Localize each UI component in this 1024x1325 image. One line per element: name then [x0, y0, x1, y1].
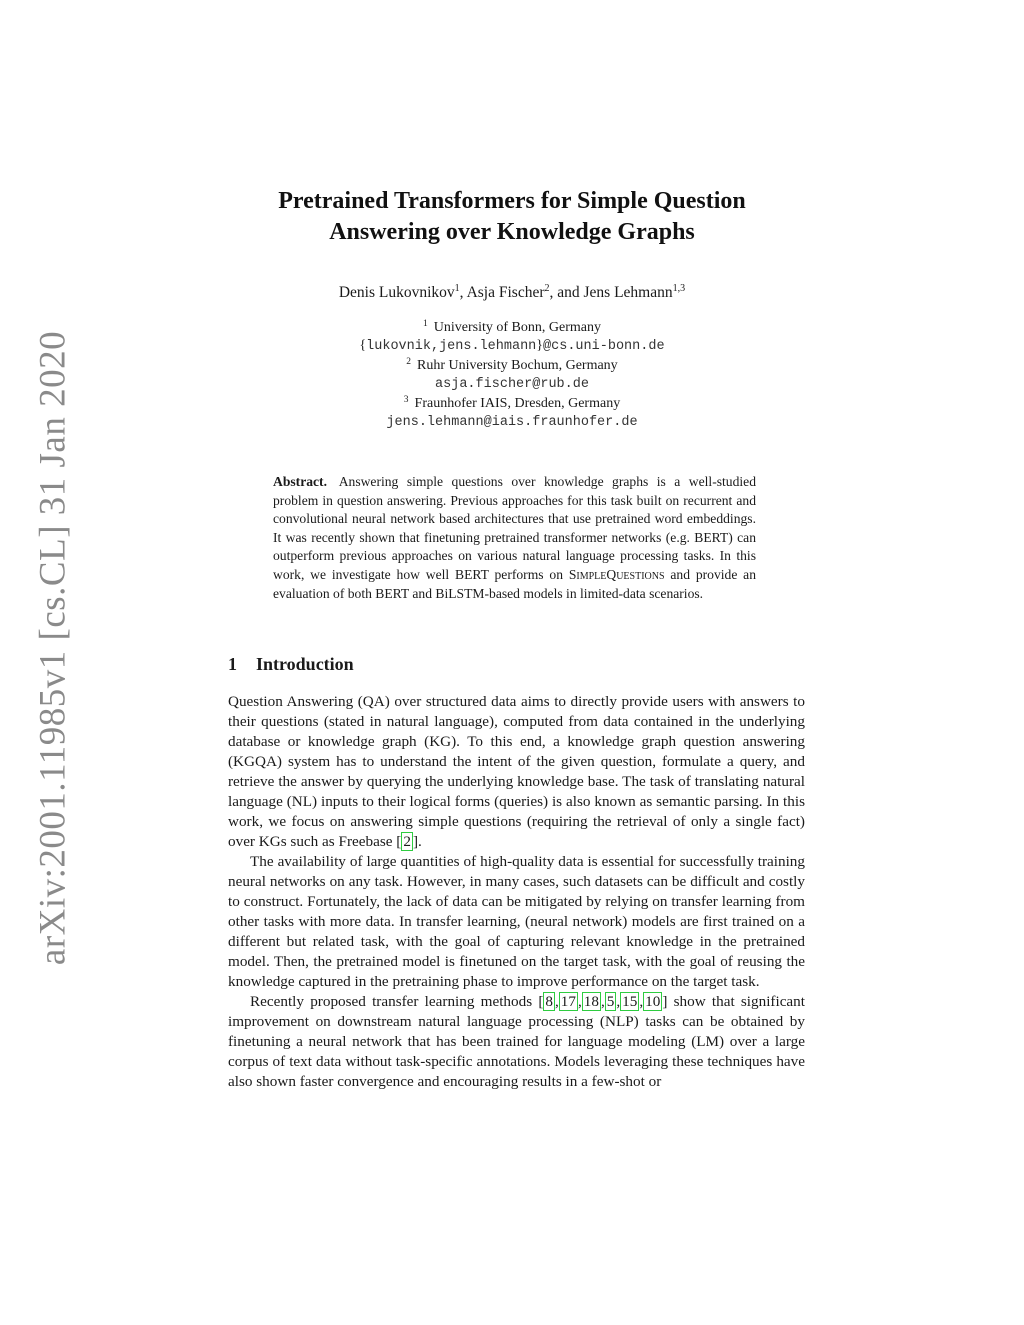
email-line	[0, 375, 1024, 394]
affiliation-line	[0, 357, 1024, 375]
email-line	[0, 337, 1024, 356]
section-title: Introduction	[256, 654, 354, 674]
citation-link[interactable]: 2	[403, 833, 411, 850]
author-affil-marker: 1,3	[672, 283, 686, 294]
paragraph: The availability of large quantities of high-quality data is essential for successfully training neural networks on any task. However, in many cases, such datasets can be difficult and costly to construct. Fortunately, the lack of data can be mitigated by relying on transfer learning from other tasks with more data. In transfer learning, (neural network) models are first trained on a different but related task, with the goal of capturing relevant knowledge in the pretrained model. Then, the pretrained model is finetuned on the target task, with the goal of reusing the knowledge captured in the pretraining phase to improve performance on the target task.	[228, 853, 805, 990]
paragraph-text: Recently proposed transfer learning methods [	[250, 993, 544, 1010]
citation-link[interactable]: 8	[545, 993, 553, 1010]
paragraph	[228, 692, 805, 852]
section-number: 1	[228, 654, 237, 674]
affiliations	[0, 319, 1024, 432]
abstract-text: Answering simple questions over knowledge graphs is a well-studied problem in question answering. Previous approaches for this task built on recurrent and convolutional neural network based architectures that use pretrained word embeddings. It was recently shown that finetuning pretrained transformer networks (e.g. BERT) can outperform previous approaches on various natural language processing tasks. In this work, we investigate how well BERT performs on	[273, 474, 756, 582]
paper-title	[0, 186, 1024, 248]
email-brace-open: {	[359, 338, 367, 354]
affil-name: Ruhr University Bochum, Germany	[417, 357, 618, 373]
abstract-label: Abstract.	[273, 474, 327, 489]
paragraph-text: ] show that significant improvement on downstream natural language processing (NLP) tasks can be obtained by finetuning a neural network that has been trained for language modeling (LM) over a large corpus of text data without task-specific annotations. Models leveraging these techniques have also shown faster convergence and encouraging results in a few-shot or	[228, 993, 805, 1090]
paragraph-text: ].	[412, 833, 422, 850]
author-name: Denis Lukovnikov	[338, 284, 455, 301]
author-name: Jens Lehmann	[583, 284, 673, 301]
title-line-2: Answering over Knowledge Graphs	[329, 219, 695, 245]
email-domain[interactable]: @cs.uni-bonn.de	[543, 339, 665, 355]
body-text	[228, 692, 805, 1092]
author-separator: ,	[459, 284, 467, 301]
dataset-name: SimpleQuestions	[568, 566, 665, 582]
affil-name: Fraunhofer IAIS, Dresden, Germany	[414, 395, 621, 411]
affil-marker: 3	[403, 394, 409, 405]
citation-link[interactable]: 5	[606, 993, 615, 1010]
affiliation-line	[0, 395, 1024, 413]
email-line	[0, 413, 1024, 432]
affil-marker: 2	[406, 356, 412, 367]
email-brace-close: }	[536, 338, 544, 354]
citation-link[interactable]: 18	[583, 993, 599, 1010]
citation-link[interactable]: 17	[560, 993, 576, 1010]
section-heading	[228, 654, 354, 675]
arxiv-stamp: arXiv:2001.11985v1 [cs.CL] 31 Jan 2020	[32, 330, 74, 966]
paragraph: Recently proposed transfer learning methods [ 8 , 17 , 18 , 5 , 15 , 10 ] show that significant improvement on downstream natural language processing (NLP) tasks can be obtained by finetuning a neural network that has been trained for language modeling (LM) over a large corpus of text data without task-specific annotations. Models leveraging these techniques have also shown faster convergence and encouraging results in a few-shot or	[228, 993, 805, 1090]
author-affil-marker: 2	[544, 283, 550, 294]
author-affil-marker: 1	[454, 283, 460, 294]
citation-link[interactable]: 10	[645, 993, 661, 1010]
abstract-text-end: and provide an evaluation of both BERT and BiLSTM-based models in limited-data scenarios.	[273, 566, 757, 601]
email-address[interactable]: jens.lehmann@iais.fraunhofer.de	[386, 415, 638, 431]
email-address[interactable]: asja.fischer@rub.de	[435, 377, 589, 393]
citation-link[interactable]: 15	[622, 993, 638, 1010]
author-name: Asja Fischer	[466, 284, 545, 301]
title-line-1: Pretrained Transformers for Simple Question	[278, 188, 746, 214]
email-users[interactable]: lukovnik,jens.lehmann	[366, 339, 537, 355]
abstract	[273, 473, 756, 603]
author-separator: , and	[549, 284, 584, 301]
paragraph-text: Question Answering (QA) over structured data aims to directly provide users with answers to their questions (stated in natural language), computed from data contained in the underlying database or knowledge graph (KG). To this end, a knowledge graph question answering (KGQA) system has to understand the intent of the given question, formulate a query, and retrieve the answer by querying the underlying knowledge base. The task of translating natural language (NL) inputs to their logical forms (queries) is also known as semantic parsing. In this work, we focus on answering simple questions (requiring the retrieval of only a single fact) over KGs such as Freebase [	[228, 693, 805, 850]
affil-name: University of Bonn, Germany	[433, 320, 601, 335]
affiliation-line	[0, 319, 1024, 337]
affil-marker: 1	[423, 319, 428, 329]
author-list	[0, 283, 1024, 303]
